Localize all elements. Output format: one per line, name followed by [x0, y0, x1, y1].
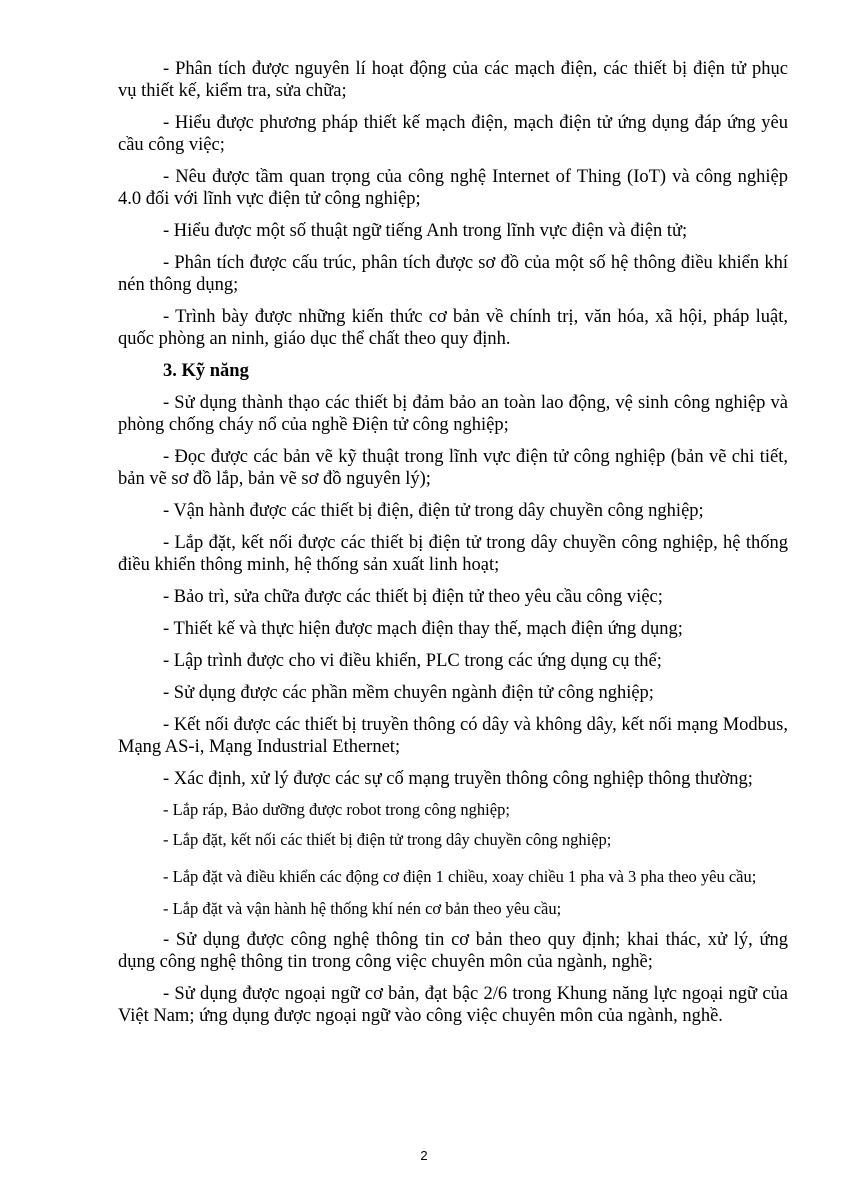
skill-item: - Lắp đặt, kết nối các thiết bị điện tử trong dây chuyền công nghiệp;	[163, 830, 612, 849]
skill-item: - Vận hành được các thiết bị điện, điện tử trong dây chuyền công nghiệp;	[163, 501, 704, 521]
skill-item: - Lắp đặt và vận hành hệ thống khí nén cơ bản theo yêu cầu;	[163, 899, 562, 918]
knowledge-item: - Trình bày được những kiến thức cơ bản về chính trị, văn hóa, xã hội, pháp luật, quốc phòng an ninh, giáo dục thể chất theo quy định.	[118, 307, 788, 349]
skill-item: - Kết nối được các thiết bị truyền thông có dây và không dây, kết nối mạng Modbus, Mạng AS-i, Mạng Industrial Ethernet;	[118, 715, 788, 757]
skill-item: - Lập trình được cho vi điều khiển, PLC trong các ứng dụng cụ thể;	[163, 651, 662, 671]
skill-item: - Sử dụng được các phần mềm chuyên ngành điện tử công nghiệp;	[163, 683, 654, 703]
knowledge-item: - Phân tích được nguyên lí hoạt động của các mạch điện, các thiết bị điện tử phục vụ thiết kế, kiểm tra, sửa chữa;	[118, 59, 788, 101]
skill-item: - Đọc được các bản vẽ kỹ thuật trong lĩnh vực điện tử công nghiệp (bản vẽ chi tiết, bản vẽ sơ đồ lắp, bản vẽ sơ đồ nguyên lý);	[118, 447, 788, 489]
skill-item: - Sử dụng được công nghệ thông tin cơ bản theo quy định; khai thác, xử lý, ứng dụng công nghệ thông tin trong công việc chuyên môn của ngành, nghề;	[118, 930, 788, 972]
knowledge-item: - Hiểu được một số thuật ngữ tiếng Anh trong lĩnh vực điện và điện tử;	[163, 221, 688, 241]
page-number: 2	[420, 1148, 428, 1163]
skill-item: - Sử dụng thành thạo các thiết bị đảm bảo an toàn lao động, vệ sinh công nghiệp và phòng chống cháy nổ của nghề Điện tử công nghiệp;	[118, 393, 788, 435]
knowledge-item: - Phân tích được cấu trúc, phân tích được sơ đồ của một số hệ thông điều khiển khí nén thông dụng;	[118, 253, 788, 295]
knowledge-item: - Nêu được tầm quan trọng của công nghệ Internet of Thing (IoT) và công nghiệp 4.0 đối với lĩnh vực điện tử công nghiệp;	[118, 167, 788, 209]
skill-item: - Lắp đặt và điều khiển các động cơ điện 1 chiều, xoay chiều 1 pha và 3 pha theo yêu cầu;	[163, 867, 757, 886]
skill-item: - Sử dụng được ngoại ngữ cơ bản, đạt bậc 2/6 trong Khung năng lực ngoại ngữ của Việt Nam; ứng dụng được ngoại ngữ vào công việc chuyên môn của ngành, nghề.	[118, 984, 788, 1026]
knowledge-item: - Hiểu được phương pháp thiết kế mạch điện, mạch điện tử ứng dụng đáp ứng yêu cầu công việc;	[118, 113, 788, 155]
skill-item: - Bảo trì, sửa chữa được các thiết bị điện tử theo yêu cầu công việc;	[163, 587, 663, 607]
skill-item: - Xác định, xử lý được các sự cố mạng truyền thông công nghiệp thông thường;	[163, 769, 753, 789]
skill-item: - Lắp đặt, kết nối được các thiết bị điện tử trong dây chuyền công nghiệp, hệ thống điều khiển thông minh, hệ thống sản xuất linh hoạt;	[118, 533, 788, 575]
skill-item: - Thiết kế và thực hiện được mạch điện thay thế, mạch điện ứng dụng;	[163, 619, 683, 639]
skill-item: - Lắp ráp, Bảo dưỡng được robot trong công nghiệp;	[163, 800, 510, 819]
document-body	[118, 58, 788, 1037]
section-heading-skills: 3. Kỹ năng	[163, 361, 249, 381]
